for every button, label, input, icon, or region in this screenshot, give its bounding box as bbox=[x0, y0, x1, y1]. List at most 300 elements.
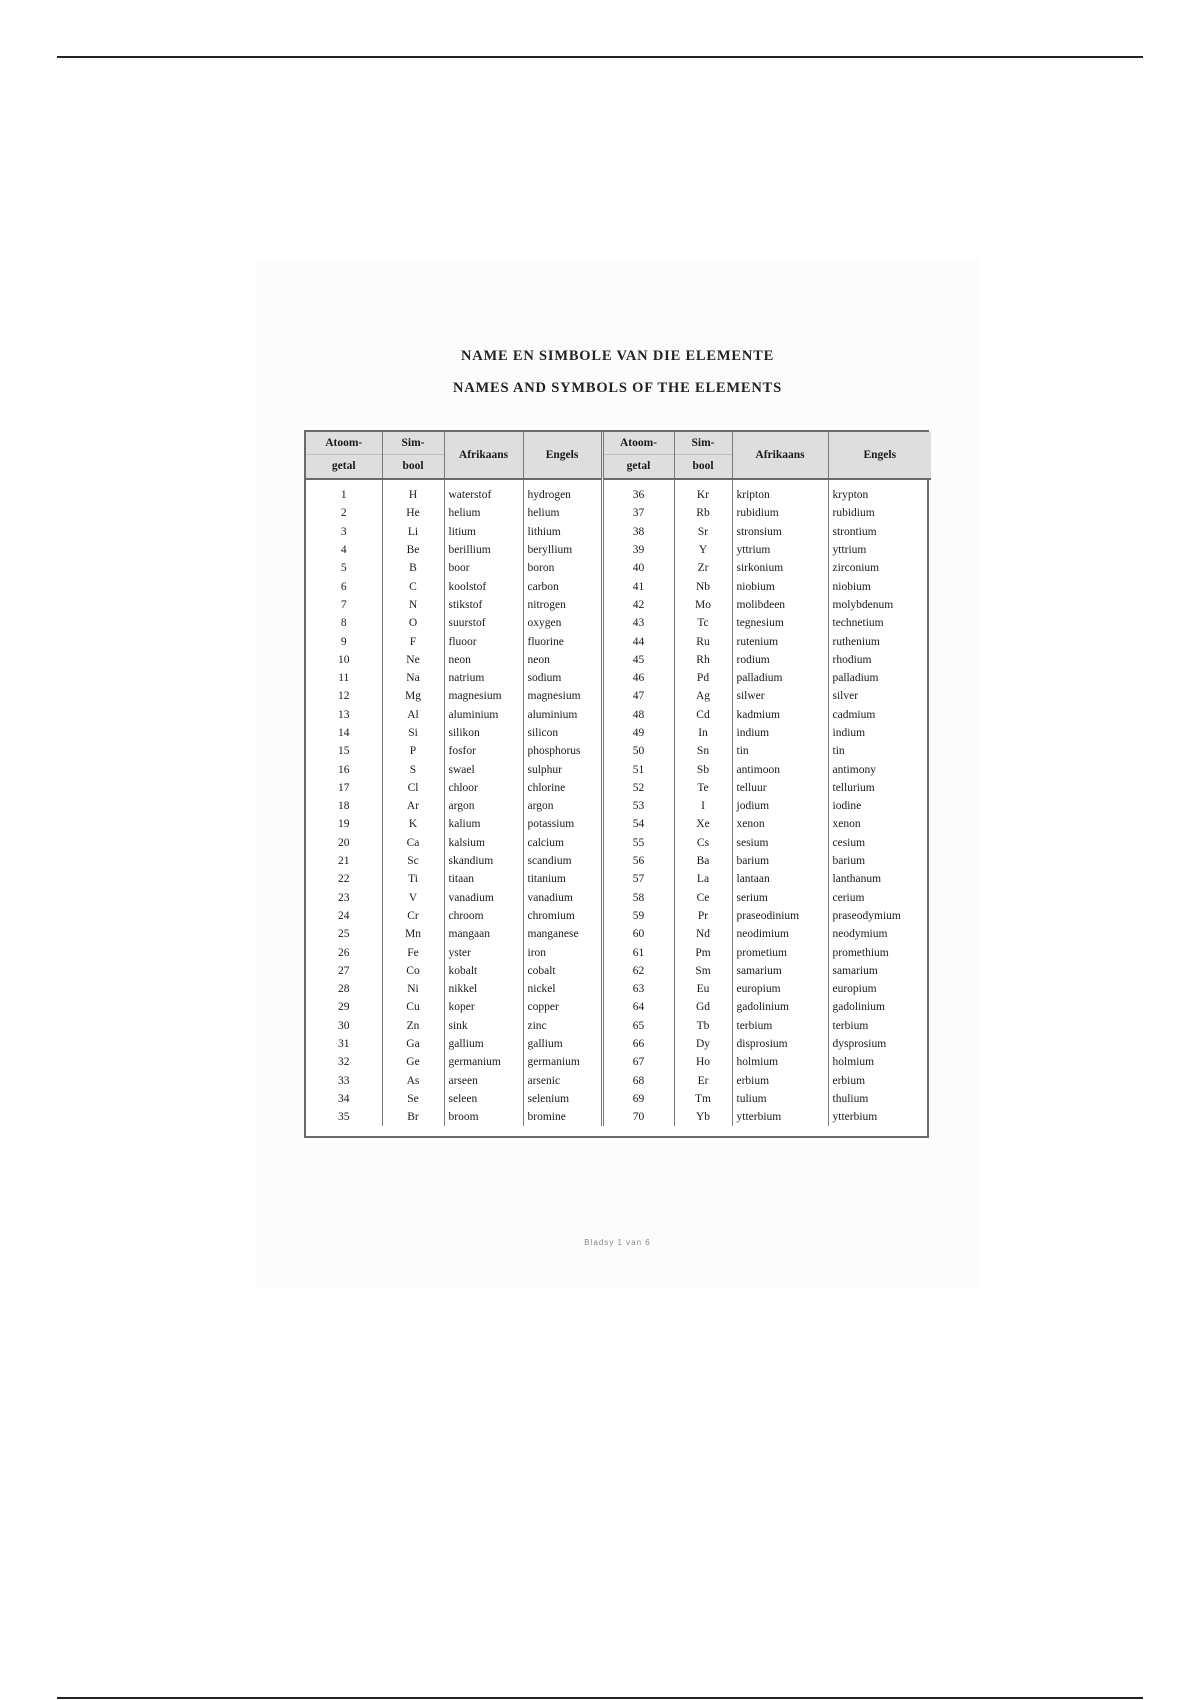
top-rule bbox=[57, 56, 1143, 58]
atomic-number-cell: 5 bbox=[340, 562, 347, 575]
english-name-cell: titanium bbox=[523, 870, 602, 888]
table-row bbox=[306, 1053, 931, 1071]
english-name-cell: fluorine bbox=[523, 632, 602, 650]
symbol-cell: H bbox=[382, 479, 444, 504]
english-name-cell: oxygen bbox=[523, 614, 602, 632]
afrikaans-name-cell: litium bbox=[444, 523, 523, 541]
afrikaans-name-cell: sesium bbox=[732, 834, 828, 852]
table-row bbox=[306, 907, 931, 925]
english-name-cell: germanium bbox=[523, 1053, 602, 1071]
page-title-afrikaans: NAME EN SIMBOLE VAN DIE ELEMENTE bbox=[460, 348, 775, 364]
afrikaans-name-cell: argon bbox=[444, 797, 523, 815]
atomic-number-cell: 68 bbox=[602, 1072, 674, 1090]
english-name-cell: silicon bbox=[523, 724, 602, 742]
atomic-number-cell: 9 bbox=[340, 635, 347, 648]
atomic-number-cell: 39 bbox=[602, 541, 674, 559]
english-name-cell: tellurium bbox=[828, 779, 931, 797]
table-row bbox=[306, 577, 931, 595]
symbol-cell: Cu bbox=[382, 998, 444, 1016]
symbol-cell: Ne bbox=[382, 651, 444, 669]
english-name-cell: bromine bbox=[523, 1108, 602, 1126]
atomic-number-cell: 21 bbox=[338, 855, 350, 868]
afrikaans-name-cell: ytterbium bbox=[732, 1108, 828, 1126]
symbol-cell: V bbox=[382, 889, 444, 907]
afrikaans-name-cell: swael bbox=[444, 760, 523, 778]
table-row bbox=[306, 742, 931, 760]
symbol-cell: Y bbox=[674, 541, 732, 559]
english-name-cell: nickel bbox=[523, 980, 602, 998]
symbol-cell: Tc bbox=[674, 614, 732, 632]
afrikaans-name-cell: antimoon bbox=[732, 760, 828, 778]
english-name-cell: holmium bbox=[828, 1053, 931, 1071]
english-name-cell: niobium bbox=[828, 577, 931, 595]
atomic-number-cell: 42 bbox=[602, 596, 674, 614]
atomic-number-cell: 11 bbox=[338, 672, 350, 685]
header-symbol-line1: Sim- bbox=[383, 432, 444, 455]
header-english: Engels bbox=[828, 432, 931, 479]
symbol-cell: Ca bbox=[382, 834, 444, 852]
english-name-cell: sulphur bbox=[523, 760, 602, 778]
english-name-cell: cadmium bbox=[828, 706, 931, 724]
header-symbol-line2: bool bbox=[402, 460, 424, 472]
atomic-number-cell: 63 bbox=[602, 980, 674, 998]
atomic-number-cell: 59 bbox=[602, 907, 674, 925]
english-name-cell: xenon bbox=[828, 815, 931, 833]
header-symbol-line1: Sim- bbox=[675, 432, 732, 455]
atomic-number-cell: 23 bbox=[338, 891, 350, 904]
symbol-cell: Rh bbox=[674, 651, 732, 669]
afrikaans-name-cell: neon bbox=[444, 651, 523, 669]
english-name-cell: arsenic bbox=[523, 1072, 602, 1090]
english-name-cell: beryllium bbox=[523, 541, 602, 559]
table-row bbox=[306, 889, 931, 907]
table-row bbox=[306, 870, 931, 888]
table-row bbox=[306, 797, 931, 815]
atomic-number-cell: 41 bbox=[602, 577, 674, 595]
afrikaans-name-cell: indium bbox=[732, 724, 828, 742]
header-afrikaans: Afrikaans bbox=[444, 432, 523, 479]
english-name-cell: promethium bbox=[828, 943, 931, 961]
atomic-number-cell: 3 bbox=[340, 525, 347, 538]
atomic-number-cell: 31 bbox=[338, 1038, 350, 1051]
atomic-number-cell: 40 bbox=[602, 559, 674, 577]
atomic-number-cell: 1 bbox=[340, 489, 347, 502]
page-footer: Bladsy 1 van 6 bbox=[584, 1238, 651, 1247]
english-name-cell: barium bbox=[828, 852, 931, 870]
afrikaans-name-cell: samarium bbox=[732, 962, 828, 980]
symbol-cell: Ce bbox=[674, 889, 732, 907]
symbol-cell: Dy bbox=[674, 1035, 732, 1053]
symbol-cell: Gd bbox=[674, 998, 732, 1016]
table-row bbox=[306, 651, 931, 669]
symbol-cell: Zr bbox=[674, 559, 732, 577]
english-name-cell: molybdenum bbox=[828, 596, 931, 614]
table-row bbox=[306, 1072, 931, 1090]
symbol-cell: Pr bbox=[674, 907, 732, 925]
symbol-cell: He bbox=[382, 504, 444, 522]
english-name-cell: erbium bbox=[828, 1072, 931, 1090]
afrikaans-name-cell: kobalt bbox=[444, 962, 523, 980]
symbol-cell: Pm bbox=[674, 943, 732, 961]
english-name-cell: strontium bbox=[828, 523, 931, 541]
symbol-cell: Fe bbox=[382, 943, 444, 961]
afrikaans-name-cell: arseen bbox=[444, 1072, 523, 1090]
header-atomic-number-line1: Atoom- bbox=[306, 432, 382, 455]
afrikaans-name-cell: berillium bbox=[444, 541, 523, 559]
afrikaans-name-cell: stronsium bbox=[732, 523, 828, 541]
english-name-cell: argon bbox=[523, 797, 602, 815]
atomic-number-cell: 56 bbox=[602, 852, 674, 870]
symbol-cell: Be bbox=[382, 541, 444, 559]
table-row bbox=[306, 596, 931, 614]
english-name-cell: krypton bbox=[828, 479, 931, 504]
table-row bbox=[306, 815, 931, 833]
header-atomic-number bbox=[306, 432, 382, 479]
afrikaans-name-cell: stikstof bbox=[444, 596, 523, 614]
symbol-cell: Mo bbox=[674, 596, 732, 614]
symbol-cell: Kr bbox=[674, 479, 732, 504]
atomic-number-cell: 28 bbox=[338, 983, 350, 996]
symbol-cell: P bbox=[382, 742, 444, 760]
afrikaans-name-cell: sink bbox=[444, 1017, 523, 1035]
english-name-cell: rhodium bbox=[828, 651, 931, 669]
table-row bbox=[306, 614, 931, 632]
symbol-cell: Er bbox=[674, 1072, 732, 1090]
table-row bbox=[306, 852, 931, 870]
atomic-number-cell: 47 bbox=[602, 687, 674, 705]
afrikaans-name-cell: kalium bbox=[444, 815, 523, 833]
atomic-number-cell: 54 bbox=[602, 815, 674, 833]
header-symbol bbox=[674, 432, 732, 479]
english-name-cell: copper bbox=[523, 998, 602, 1016]
symbol-cell: In bbox=[674, 724, 732, 742]
atomic-number-cell: 37 bbox=[602, 504, 674, 522]
afrikaans-name-cell: helium bbox=[444, 504, 523, 522]
afrikaans-name-cell: molibdeen bbox=[732, 596, 828, 614]
afrikaans-name-cell: niobium bbox=[732, 577, 828, 595]
afrikaans-name-cell: chroom bbox=[444, 907, 523, 925]
english-name-cell: zinc bbox=[523, 1017, 602, 1035]
afrikaans-name-cell: yttrium bbox=[732, 541, 828, 559]
symbol-cell: Xe bbox=[674, 815, 732, 833]
afrikaans-name-cell: germanium bbox=[444, 1053, 523, 1071]
english-name-cell: selenium bbox=[523, 1090, 602, 1108]
english-name-cell: dysprosium bbox=[828, 1035, 931, 1053]
afrikaans-name-cell: lantaan bbox=[732, 870, 828, 888]
english-name-cell: rubidium bbox=[828, 504, 931, 522]
symbol-cell: Cr bbox=[382, 907, 444, 925]
atomic-number-cell: 70 bbox=[602, 1108, 674, 1126]
atomic-number-cell: 29 bbox=[338, 1001, 350, 1014]
elements-table bbox=[306, 432, 931, 1126]
table-row bbox=[306, 943, 931, 961]
afrikaans-name-cell: silikon bbox=[444, 724, 523, 742]
afrikaans-name-cell: prometium bbox=[732, 943, 828, 961]
afrikaans-name-cell: rodium bbox=[732, 651, 828, 669]
afrikaans-name-cell: skandium bbox=[444, 852, 523, 870]
afrikaans-name-cell: rutenium bbox=[732, 632, 828, 650]
symbol-cell: Ag bbox=[674, 687, 732, 705]
afrikaans-name-cell: palladium bbox=[732, 669, 828, 687]
symbol-cell: C bbox=[382, 577, 444, 595]
header-atomic-number-line1: Atoom- bbox=[604, 432, 674, 455]
symbol-cell: K bbox=[382, 815, 444, 833]
atomic-number-cell: 24 bbox=[338, 909, 350, 922]
table-row bbox=[306, 687, 931, 705]
atomic-number-cell: 36 bbox=[602, 479, 674, 504]
atomic-number-cell: 12 bbox=[338, 690, 350, 703]
header-atomic-number bbox=[602, 432, 674, 479]
afrikaans-name-cell: vanadium bbox=[444, 889, 523, 907]
symbol-cell: Sn bbox=[674, 742, 732, 760]
afrikaans-name-cell: kadmium bbox=[732, 706, 828, 724]
symbol-cell: Se bbox=[382, 1090, 444, 1108]
afrikaans-name-cell: serium bbox=[732, 889, 828, 907]
english-name-cell: tin bbox=[828, 742, 931, 760]
document-page bbox=[255, 258, 980, 1288]
atomic-number-cell: 7 bbox=[340, 598, 347, 611]
afrikaans-name-cell: kalsium bbox=[444, 834, 523, 852]
symbol-cell: Zn bbox=[382, 1017, 444, 1035]
english-name-cell: neon bbox=[523, 651, 602, 669]
english-name-cell: ytterbium bbox=[828, 1108, 931, 1126]
afrikaans-name-cell: barium bbox=[732, 852, 828, 870]
atomic-number-cell: 66 bbox=[602, 1035, 674, 1053]
table-header-row bbox=[306, 432, 931, 479]
atomic-number-cell: 60 bbox=[602, 925, 674, 943]
symbol-cell: Br bbox=[382, 1108, 444, 1126]
afrikaans-name-cell: tin bbox=[732, 742, 828, 760]
symbol-cell: Mg bbox=[382, 687, 444, 705]
english-name-cell: manganese bbox=[523, 925, 602, 943]
english-name-cell: phosphorus bbox=[523, 742, 602, 760]
atomic-number-cell: 17 bbox=[338, 781, 350, 794]
atomic-number-cell: 43 bbox=[602, 614, 674, 632]
english-name-cell: scandium bbox=[523, 852, 602, 870]
atomic-number-cell: 51 bbox=[602, 760, 674, 778]
elements-table-frame bbox=[304, 430, 929, 1138]
atomic-number-cell: 33 bbox=[338, 1074, 350, 1087]
symbol-cell: I bbox=[674, 797, 732, 815]
afrikaans-name-cell: mangaan bbox=[444, 925, 523, 943]
symbol-cell: Rb bbox=[674, 504, 732, 522]
english-name-cell: praseodymium bbox=[828, 907, 931, 925]
symbol-cell: Te bbox=[674, 779, 732, 797]
symbol-cell: Li bbox=[382, 523, 444, 541]
symbol-cell: Sm bbox=[674, 962, 732, 980]
afrikaans-name-cell: tegnesium bbox=[732, 614, 828, 632]
afrikaans-name-cell: koper bbox=[444, 998, 523, 1016]
bottom-rule bbox=[57, 1697, 1143, 1699]
symbol-cell: Ti bbox=[382, 870, 444, 888]
symbol-cell: Cs bbox=[674, 834, 732, 852]
atomic-number-cell: 35 bbox=[338, 1111, 350, 1124]
table-row bbox=[306, 632, 931, 650]
english-name-cell: silver bbox=[828, 687, 931, 705]
table-row bbox=[306, 1090, 931, 1108]
atomic-number-cell: 46 bbox=[602, 669, 674, 687]
atomic-number-cell: 64 bbox=[602, 998, 674, 1016]
table-row bbox=[306, 1035, 931, 1053]
symbol-cell: Ni bbox=[382, 980, 444, 998]
table-row bbox=[306, 504, 931, 522]
english-name-cell: carbon bbox=[523, 577, 602, 595]
table-row bbox=[306, 541, 931, 559]
afrikaans-name-cell: koolstof bbox=[444, 577, 523, 595]
english-name-cell: potassium bbox=[523, 815, 602, 833]
english-name-cell: palladium bbox=[828, 669, 931, 687]
table-row bbox=[306, 962, 931, 980]
afrikaans-name-cell: praseodinium bbox=[732, 907, 828, 925]
atomic-number-cell: 38 bbox=[602, 523, 674, 541]
atomic-number-cell: 16 bbox=[338, 763, 350, 776]
afrikaans-name-cell: fluoor bbox=[444, 632, 523, 650]
afrikaans-name-cell: nikkel bbox=[444, 980, 523, 998]
afrikaans-name-cell: chloor bbox=[444, 779, 523, 797]
atomic-number-cell: 22 bbox=[338, 873, 350, 886]
table-row bbox=[306, 669, 931, 687]
english-name-cell: vanadium bbox=[523, 889, 602, 907]
atomic-number-cell: 15 bbox=[338, 745, 350, 758]
english-name-cell: lithium bbox=[523, 523, 602, 541]
afrikaans-name-cell: seleen bbox=[444, 1090, 523, 1108]
symbol-cell: Cl bbox=[382, 779, 444, 797]
atomic-number-cell: 26 bbox=[338, 946, 350, 959]
afrikaans-name-cell: erbium bbox=[732, 1072, 828, 1090]
english-name-cell: hydrogen bbox=[523, 479, 602, 504]
symbol-cell: F bbox=[382, 632, 444, 650]
atomic-number-cell: 30 bbox=[338, 1019, 350, 1032]
afrikaans-name-cell: holmium bbox=[732, 1053, 828, 1071]
afrikaans-name-cell: kripton bbox=[732, 479, 828, 504]
table-row bbox=[306, 980, 931, 998]
afrikaans-name-cell: boor bbox=[444, 559, 523, 577]
english-name-cell: gadolinium bbox=[828, 998, 931, 1016]
atomic-number-cell: 44 bbox=[602, 632, 674, 650]
afrikaans-name-cell: neodimium bbox=[732, 925, 828, 943]
atomic-number-cell: 6 bbox=[340, 580, 347, 593]
english-name-cell: cesium bbox=[828, 834, 931, 852]
table-row bbox=[306, 1017, 931, 1035]
afrikaans-name-cell: gallium bbox=[444, 1035, 523, 1053]
table-row bbox=[306, 925, 931, 943]
symbol-cell: Nd bbox=[674, 925, 732, 943]
english-name-cell: nitrogen bbox=[523, 596, 602, 614]
english-name-cell: indium bbox=[828, 724, 931, 742]
table-body bbox=[306, 479, 931, 1126]
english-name-cell: thulium bbox=[828, 1090, 931, 1108]
atomic-number-cell: 49 bbox=[602, 724, 674, 742]
english-name-cell: chromium bbox=[523, 907, 602, 925]
afrikaans-name-cell: broom bbox=[444, 1108, 523, 1126]
english-name-cell: calcium bbox=[523, 834, 602, 852]
english-name-cell: sodium bbox=[523, 669, 602, 687]
afrikaans-name-cell: disprosium bbox=[732, 1035, 828, 1053]
symbol-cell: Ba bbox=[674, 852, 732, 870]
table-row bbox=[306, 559, 931, 577]
symbol-cell: Ru bbox=[674, 632, 732, 650]
symbol-cell: Sc bbox=[382, 852, 444, 870]
header-symbol bbox=[382, 432, 444, 479]
english-name-cell: iron bbox=[523, 943, 602, 961]
header-english: Engels bbox=[523, 432, 602, 479]
english-name-cell: chlorine bbox=[523, 779, 602, 797]
symbol-cell: B bbox=[382, 559, 444, 577]
page-title-english: NAMES AND SYMBOLS OF THE ELEMENTS bbox=[453, 380, 782, 396]
table-row bbox=[306, 779, 931, 797]
table-row bbox=[306, 523, 931, 541]
header-afrikaans: Afrikaans bbox=[732, 432, 828, 479]
table-row bbox=[306, 998, 931, 1016]
table-row bbox=[306, 1108, 931, 1126]
symbol-cell: Ho bbox=[674, 1053, 732, 1071]
atomic-number-cell: 55 bbox=[602, 834, 674, 852]
atomic-number-cell: 45 bbox=[602, 651, 674, 669]
english-name-cell: lanthanum bbox=[828, 870, 931, 888]
english-name-cell: magnesium bbox=[523, 687, 602, 705]
atomic-number-cell: 14 bbox=[338, 727, 350, 739]
atomic-number-cell: 27 bbox=[338, 964, 350, 977]
table-row bbox=[306, 834, 931, 852]
symbol-cell: Sr bbox=[674, 523, 732, 541]
table-row bbox=[306, 724, 931, 742]
atomic-number-cell: 32 bbox=[338, 1056, 350, 1069]
english-name-cell: samarium bbox=[828, 962, 931, 980]
atomic-number-cell: 58 bbox=[602, 889, 674, 907]
symbol-cell: Al bbox=[382, 706, 444, 724]
english-name-cell: iodine bbox=[828, 797, 931, 815]
english-name-cell: gallium bbox=[523, 1035, 602, 1053]
english-name-cell: technetium bbox=[828, 614, 931, 632]
symbol-cell: Tb bbox=[674, 1017, 732, 1035]
symbol-cell: Mn bbox=[382, 925, 444, 943]
english-name-cell: helium bbox=[523, 504, 602, 522]
symbol-cell: Si bbox=[382, 724, 444, 742]
atomic-number-cell: 4 bbox=[340, 544, 347, 557]
afrikaans-name-cell: yster bbox=[444, 943, 523, 961]
english-name-cell: terbium bbox=[828, 1017, 931, 1035]
symbol-cell: Co bbox=[382, 962, 444, 980]
english-name-cell: cobalt bbox=[523, 962, 602, 980]
table-row bbox=[306, 706, 931, 724]
header-atomic-number-line2: getal bbox=[626, 460, 651, 472]
afrikaans-name-cell: natrium bbox=[444, 669, 523, 687]
atomic-number-cell: 57 bbox=[602, 870, 674, 888]
afrikaans-name-cell: aluminium bbox=[444, 706, 523, 724]
atomic-number-cell: 62 bbox=[602, 962, 674, 980]
table-row bbox=[306, 760, 931, 778]
english-name-cell: zirconium bbox=[828, 559, 931, 577]
atomic-number-cell: 13 bbox=[338, 708, 350, 721]
symbol-cell: Na bbox=[382, 669, 444, 687]
afrikaans-name-cell: rubidium bbox=[732, 504, 828, 522]
afrikaans-name-cell: suurstof bbox=[444, 614, 523, 632]
symbol-cell: Tm bbox=[674, 1090, 732, 1108]
symbol-cell: Ar bbox=[382, 797, 444, 815]
english-name-cell: antimony bbox=[828, 760, 931, 778]
atomic-number-cell: 65 bbox=[602, 1017, 674, 1035]
afrikaans-name-cell: europium bbox=[732, 980, 828, 998]
english-name-cell: yttrium bbox=[828, 541, 931, 559]
english-name-cell: neodymium bbox=[828, 925, 931, 943]
symbol-cell: Ga bbox=[382, 1035, 444, 1053]
symbol-cell: S bbox=[382, 760, 444, 778]
afrikaans-name-cell: magnesium bbox=[444, 687, 523, 705]
english-name-cell: cerium bbox=[828, 889, 931, 907]
atomic-number-cell: 69 bbox=[602, 1090, 674, 1108]
afrikaans-name-cell: silwer bbox=[732, 687, 828, 705]
afrikaans-name-cell: fosfor bbox=[444, 742, 523, 760]
